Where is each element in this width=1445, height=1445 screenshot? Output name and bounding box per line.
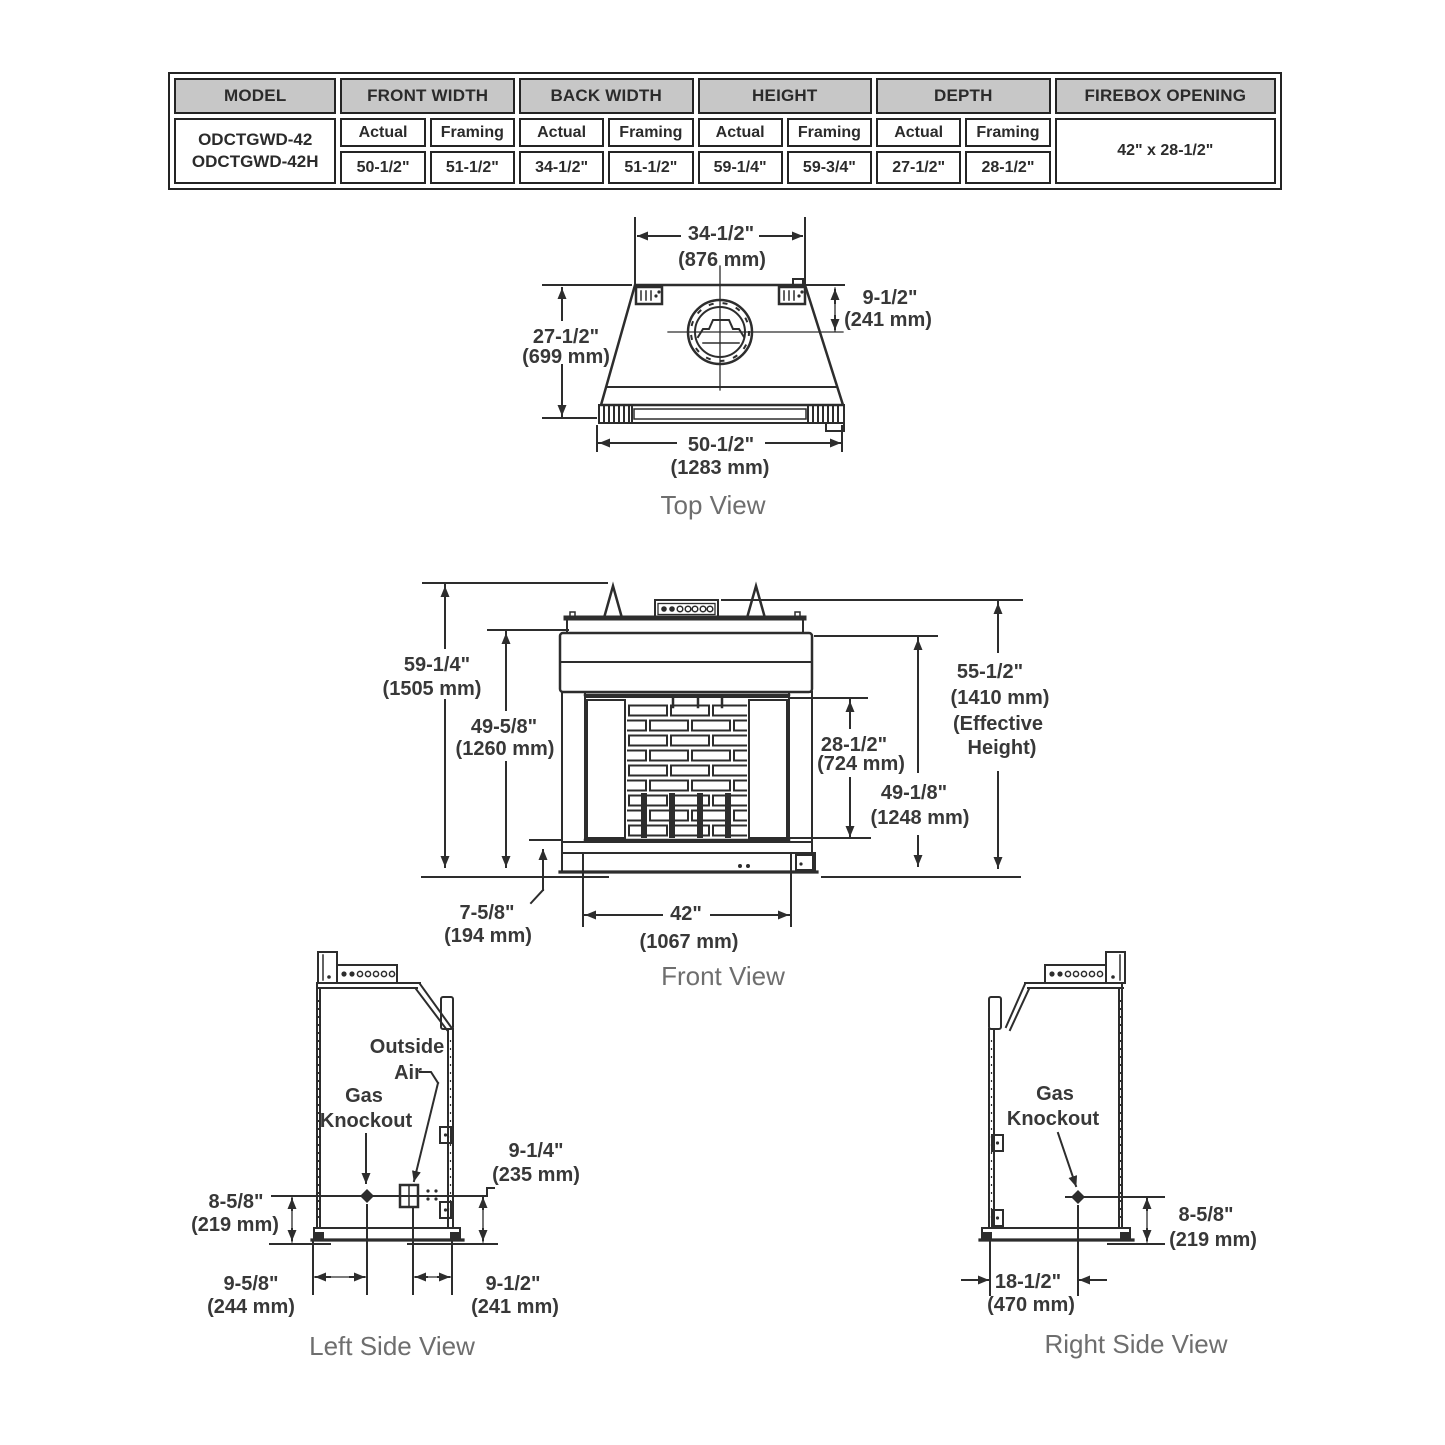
dim-air-offset-in: 9-1/2" xyxy=(485,1273,541,1295)
front-standoff-tab xyxy=(989,997,1001,1029)
top-view-drawing xyxy=(420,205,1040,525)
dim-inner-height-in: 49-1/8" xyxy=(880,782,948,804)
subheader-actual: Actual xyxy=(698,118,783,147)
base-plate xyxy=(982,1228,1130,1240)
col-header-depth: DEPTH xyxy=(876,78,1051,114)
front-view-label: Front View xyxy=(661,961,785,991)
depth-actual: 27-1/2" xyxy=(876,151,961,184)
dim-opening-width-mm: (1067 mm) xyxy=(639,931,739,953)
subheader-framing: Framing xyxy=(608,118,693,147)
right-side-view-label: Right Side View xyxy=(1044,1329,1228,1359)
col-header-firebox-opening: FIREBOX OPENING xyxy=(1055,78,1276,114)
firebox-opening-value: 42" x 28-1/2" xyxy=(1055,118,1276,184)
model-name-1: ODCTGWD-42 xyxy=(198,129,313,149)
dim-back-width-in: 34-1/2" xyxy=(687,223,755,245)
dim-gas-offset-in: 9-5/8" xyxy=(223,1273,279,1295)
model-cell xyxy=(174,118,336,184)
dim-flue-offset-in: 9-1/2" xyxy=(862,287,918,309)
side-louver xyxy=(1045,965,1106,983)
dim-flue-offset-mm: (241 mm) xyxy=(844,309,932,331)
dimension-spec-table xyxy=(168,72,1282,190)
side-louver xyxy=(337,965,397,983)
subheader-actual: Actual xyxy=(876,118,961,147)
dim-back-width-mm: (876 mm) xyxy=(678,249,766,271)
front-view-drawing xyxy=(382,575,1060,991)
dim-inner-height-mm: (1248 mm) xyxy=(870,807,970,829)
front-width-actual: 50-1/2" xyxy=(340,151,425,184)
back-width-framing: 51-1/2" xyxy=(608,151,693,184)
chimney-bracket xyxy=(318,952,337,983)
left-nailing-flange xyxy=(599,405,632,423)
dim-gas-offset-in: 18-1/2" xyxy=(994,1271,1062,1293)
label-gas-knockout-1: Gas xyxy=(1036,1083,1074,1105)
dim-opening-height-mm: (724 mm) xyxy=(817,753,905,775)
dim-gas-offset-mm: (470 mm) xyxy=(987,1294,1075,1316)
dim-air-offset-mm: (241 mm) xyxy=(471,1296,559,1318)
label-gas-knockout-2: Knockout xyxy=(319,1110,413,1132)
right-mesh-panel xyxy=(749,700,787,838)
col-header-model: MODEL xyxy=(174,78,336,114)
dim-depth-mm: (699 mm) xyxy=(522,346,610,368)
dim-effective-note-2: Height) xyxy=(967,737,1037,759)
subheader-actual: Actual xyxy=(340,118,425,147)
label-gas-knockout-1: Gas xyxy=(345,1085,383,1107)
dim-effective-height-in: 55-1/2" xyxy=(956,661,1024,683)
chimney-bracket xyxy=(1106,952,1125,983)
rear-bracket-left xyxy=(636,287,662,304)
dim-opening-height-in: 28-1/2" xyxy=(820,734,888,756)
dim-hearth-mm: (194 mm) xyxy=(444,925,532,947)
rear-bracket-right xyxy=(779,279,805,304)
subheader-framing: Framing xyxy=(430,118,515,147)
right-side-view-drawing xyxy=(940,940,1280,1360)
top-vent xyxy=(655,600,718,618)
dim-body-height-mm: (1260 mm) xyxy=(455,738,555,760)
dim-front-width-mm: (1283 mm) xyxy=(670,457,770,479)
dim-opening-width-in: 42" xyxy=(670,903,702,925)
dim-hearth-in: 7-5/8" xyxy=(459,902,515,924)
col-header-height: HEIGHT xyxy=(698,78,873,114)
depth-framing: 28-1/2" xyxy=(965,151,1050,184)
dim-gas-offset-mm: (244 mm) xyxy=(207,1296,295,1318)
height-framing: 59-3/4" xyxy=(787,151,872,184)
subheader-framing: Framing xyxy=(787,118,872,147)
subheader-framing: Framing xyxy=(965,118,1050,147)
col-header-back-width: BACK WIDTH xyxy=(519,78,694,114)
base-plate xyxy=(314,1228,460,1240)
back-width-actual: 34-1/2" xyxy=(519,151,604,184)
label-outside-air-1: Outside xyxy=(369,1036,445,1058)
dim-gas-height-in: 8-5/8" xyxy=(208,1191,264,1213)
front-width-framing: 51-1/2" xyxy=(430,151,515,184)
height-actual: 59-1/4" xyxy=(698,151,783,184)
dim-air-height-in: 9-1/4" xyxy=(508,1140,564,1162)
subheader-actual: Actual xyxy=(519,118,604,147)
top-view-label: Top View xyxy=(660,490,766,520)
dim-air-height-mm: (235 mm) xyxy=(492,1164,580,1186)
dim-gas-height-mm: (219 mm) xyxy=(1169,1229,1257,1251)
left-side-view-label: Left Side View xyxy=(309,1331,475,1361)
left-mesh-panel xyxy=(587,700,625,838)
hanger-brackets xyxy=(604,586,765,618)
label-outside-air-2: Air xyxy=(394,1062,422,1084)
right-nailing-flange xyxy=(808,405,844,423)
dim-body-height-in: 49-5/8" xyxy=(470,716,538,738)
dim-effective-note-1: (Effective xyxy=(952,713,1044,735)
dim-overall-height-in: 59-1/4" xyxy=(403,654,471,676)
dim-overall-height-mm: (1505 mm) xyxy=(382,678,482,700)
dim-effective-height-mm: (1410 mm) xyxy=(950,687,1050,709)
model-name-2: ODCTGWD-42H xyxy=(191,152,319,171)
left-side-view-drawing xyxy=(185,940,605,1365)
dim-depth-in: 27-1/2" xyxy=(532,326,600,348)
label-gas-knockout-2: Knockout xyxy=(1006,1108,1100,1130)
hearth xyxy=(562,842,812,853)
dim-gas-height-in: 8-5/8" xyxy=(1178,1204,1234,1226)
dim-front-width-in: 50-1/2" xyxy=(687,434,755,456)
col-header-front-width: FRONT WIDTH xyxy=(340,78,515,114)
dim-gas-height-mm: (219 mm) xyxy=(191,1214,279,1236)
base xyxy=(562,853,815,872)
